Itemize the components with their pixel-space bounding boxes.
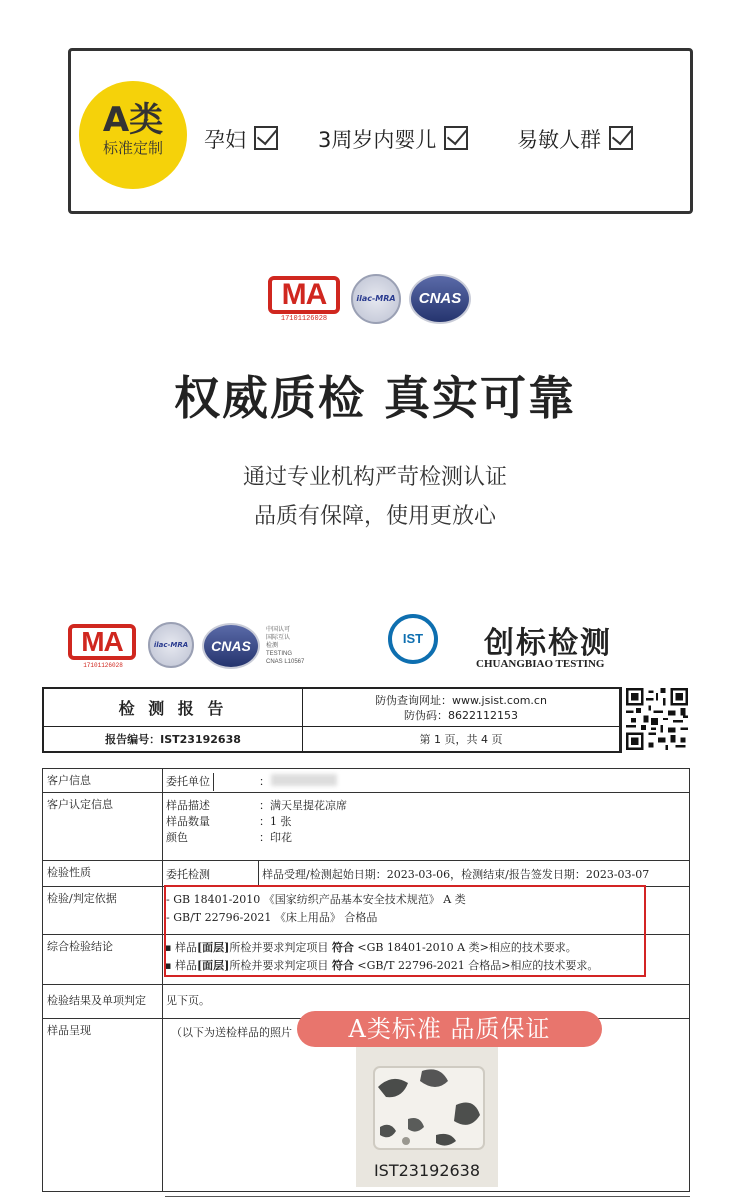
cnas-logo-small: CNAS: [202, 623, 260, 669]
badge-sub: 标准定制: [102, 139, 163, 157]
cma-logo-small: MA: [68, 624, 136, 660]
cma-logo: MA: [268, 276, 340, 314]
row-key: 颜色: [166, 831, 188, 844]
cnas-logo: CNAS: [409, 274, 471, 324]
verify-code: 防伪码：8622112153: [404, 708, 518, 722]
blurred-client-name: [271, 774, 337, 786]
row-label: 客户认定信息: [43, 793, 163, 860]
row-label: 综合检验结论: [43, 935, 163, 984]
row-label: 样品呈现: [43, 1019, 163, 1191]
checkbox-checked-icon: [254, 126, 278, 150]
checkbox-checked-icon: [609, 126, 633, 150]
row-key: 委托单位: [166, 775, 210, 788]
highlight-box: [164, 885, 646, 977]
tag-sensitive: [517, 124, 633, 154]
basis-line: - GB/T 22796-2021 《床上用品》 合格品: [166, 911, 378, 924]
row-value: 样品受理/检测起始日期：2023-03-06，检测结束/报告签发日期：2023-03-07: [262, 868, 650, 881]
checkbox-checked-icon: [444, 126, 468, 150]
verify-info: [303, 689, 620, 727]
row-value: 委托检测: [166, 868, 210, 881]
row-value: 见下页。: [166, 994, 210, 1007]
photo-caption: IST23192638: [373, 1161, 481, 1180]
tag-infant: [318, 124, 468, 154]
basis-line: - GB 18401-2010 《国家纺织产品基本安全技术规范》 A 类: [166, 893, 466, 906]
ist-logo: IST: [388, 614, 438, 664]
page-info: 第 1 页，共 4 页: [303, 727, 620, 751]
a-class-badge: [79, 81, 187, 189]
divider: [165, 1196, 690, 1197]
tag-label: 易敏人群: [517, 128, 601, 152]
ilac-mra-logo-small: ilac-MRA: [148, 622, 194, 668]
row-value: ：: [259, 775, 270, 788]
row-label: 检验结果及单项判定: [43, 985, 163, 1018]
row-value: ：印花: [259, 831, 292, 844]
subtitle-line-1: 通过专业机构严苛检测认证: [242, 465, 507, 490]
cma-number-small: 17101126028: [83, 662, 123, 669]
report-number: 报告编号：IST23192638: [44, 727, 303, 751]
report-title: 检 测 报 告: [44, 689, 303, 727]
sample-photo: [356, 1047, 498, 1187]
subtitle-line-2: 品质有保障，使用更放心: [253, 504, 496, 529]
brand-name-en: CHUANGBIAO TESTING: [476, 658, 605, 670]
tag-pregnant: [204, 124, 278, 154]
row-label: 检验性质: [43, 861, 163, 886]
ilac-mra-logo: ilac-MRA: [351, 274, 401, 324]
row-value: ：满天星提花凉席: [259, 799, 347, 812]
qr-code: [626, 688, 688, 750]
conclusion-line: ▪ 样品[面层]所检并要求判定项目 符合 <GB/T 22796-2021 合格品>相应的技术要求。: [164, 959, 599, 972]
table-row: [43, 861, 689, 887]
verify-url: 防伪查询网址：www.jsist.com.cn: [375, 693, 547, 707]
row-label: 客户信息: [43, 769, 163, 792]
row-key: 样品描述: [166, 799, 210, 812]
cnas-caption: 中国认可 国际互认 检测 TESTING CNAS L10567: [266, 627, 305, 665]
cell-divider: [258, 861, 259, 887]
row-key: 样品数量: [166, 815, 210, 828]
brand-name: 创标检测: [484, 626, 612, 661]
report-header: [42, 687, 622, 753]
row-label: 检验/判定依据: [43, 887, 163, 934]
row-value: （以下为送检样品的照片: [171, 1026, 292, 1039]
table-row: [43, 793, 689, 861]
quality-pill: A类标准 品质保证: [297, 1011, 602, 1047]
badge-main: A类: [102, 100, 164, 140]
cma-number: 17101126028: [280, 315, 328, 323]
page-headline: 权威质检 真实可靠: [173, 371, 576, 425]
tag-label: 孕妇: [204, 128, 246, 152]
row-value: ：1 张: [259, 815, 292, 828]
tag-label: 3周岁内婴儿: [318, 128, 437, 152]
conclusion-line: ▪ 样品[面层]所检并要求判定项目 符合 <GB 18401-2010 A 类>相应的技术要求。: [164, 941, 577, 954]
table-row: [43, 769, 689, 793]
